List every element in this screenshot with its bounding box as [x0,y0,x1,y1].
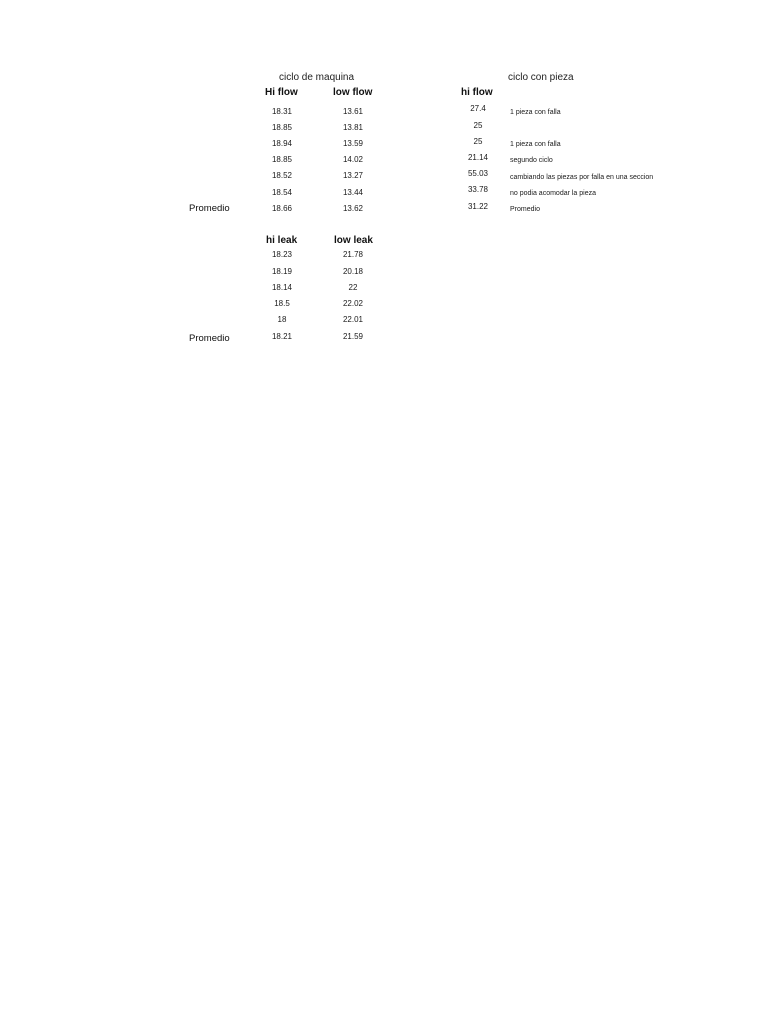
piece-average-label: Promedio [510,206,540,213]
low-flow-value: 13.44 [342,188,364,197]
hi-flow-average: 18.66 [271,204,293,213]
low-flow-average: 13.62 [342,204,364,213]
low-flow-value: 13.61 [342,107,364,116]
piece-note: cambiando las piezas por falla en una seccion [510,174,654,181]
low-leak-value: 22.01 [342,315,364,324]
hi-leak-average: 18.21 [271,332,293,341]
low-leak-header: low leak [334,235,373,246]
piece-cycle-title: ciclo con pieza [508,72,574,83]
low-flow-value: 14.02 [342,155,364,164]
low-leak-value: 20.18 [342,267,364,276]
low-leak-average: 21.59 [342,332,364,341]
piece-hi-flow-value: 33.78 [467,185,489,194]
machine-cycle-average-label: Promedio [189,203,230,214]
low-flow-value: 13.81 [342,123,364,132]
hi-leak-value: 18.19 [271,267,293,276]
piece-hi-flow-average: 31.22 [467,202,489,211]
hi-leak-header: hi leak [266,235,298,246]
hi-flow-value: 18.31 [271,107,293,116]
piece-hi-flow-header: hi flow [461,87,493,98]
piece-hi-flow-value: 25 [473,137,483,146]
piece-note: 1 pieza con falla [510,141,561,148]
low-flow-header: low flow [333,87,373,98]
hi-flow-value: 18.94 [271,139,293,148]
low-leak-value: 22 [348,283,358,292]
low-leak-value: 21.78 [342,250,364,259]
piece-note: 1 pieza con falla [510,109,561,116]
hi-flow-value: 18.52 [271,171,293,180]
hi-flow-value: 18.85 [271,155,293,164]
piece-hi-flow-value: 27.4 [470,104,486,113]
hi-flow-header: Hi flow [265,87,298,98]
hi-leak-value: 18.14 [271,283,293,292]
piece-hi-flow-value: 25 [473,121,483,130]
low-flow-value: 13.59 [342,139,364,148]
piece-hi-flow-value: 21.14 [467,153,489,162]
hi-leak-value: 18.5 [274,299,290,308]
low-flow-value: 13.27 [342,171,364,180]
low-leak-value: 22.02 [342,299,364,308]
piece-note: segundo ciclo [510,157,553,164]
leak-average-label: Promedio [189,333,230,344]
piece-note: no podia acomodar la pieza [510,190,597,197]
hi-flow-value: 18.85 [271,123,293,132]
hi-flow-value: 18.54 [271,188,293,197]
hi-leak-value: 18 [277,315,287,324]
hi-leak-value: 18.23 [271,250,293,259]
machine-cycle-title: ciclo de maquina [279,72,355,83]
piece-hi-flow-value: 55.03 [467,169,489,178]
